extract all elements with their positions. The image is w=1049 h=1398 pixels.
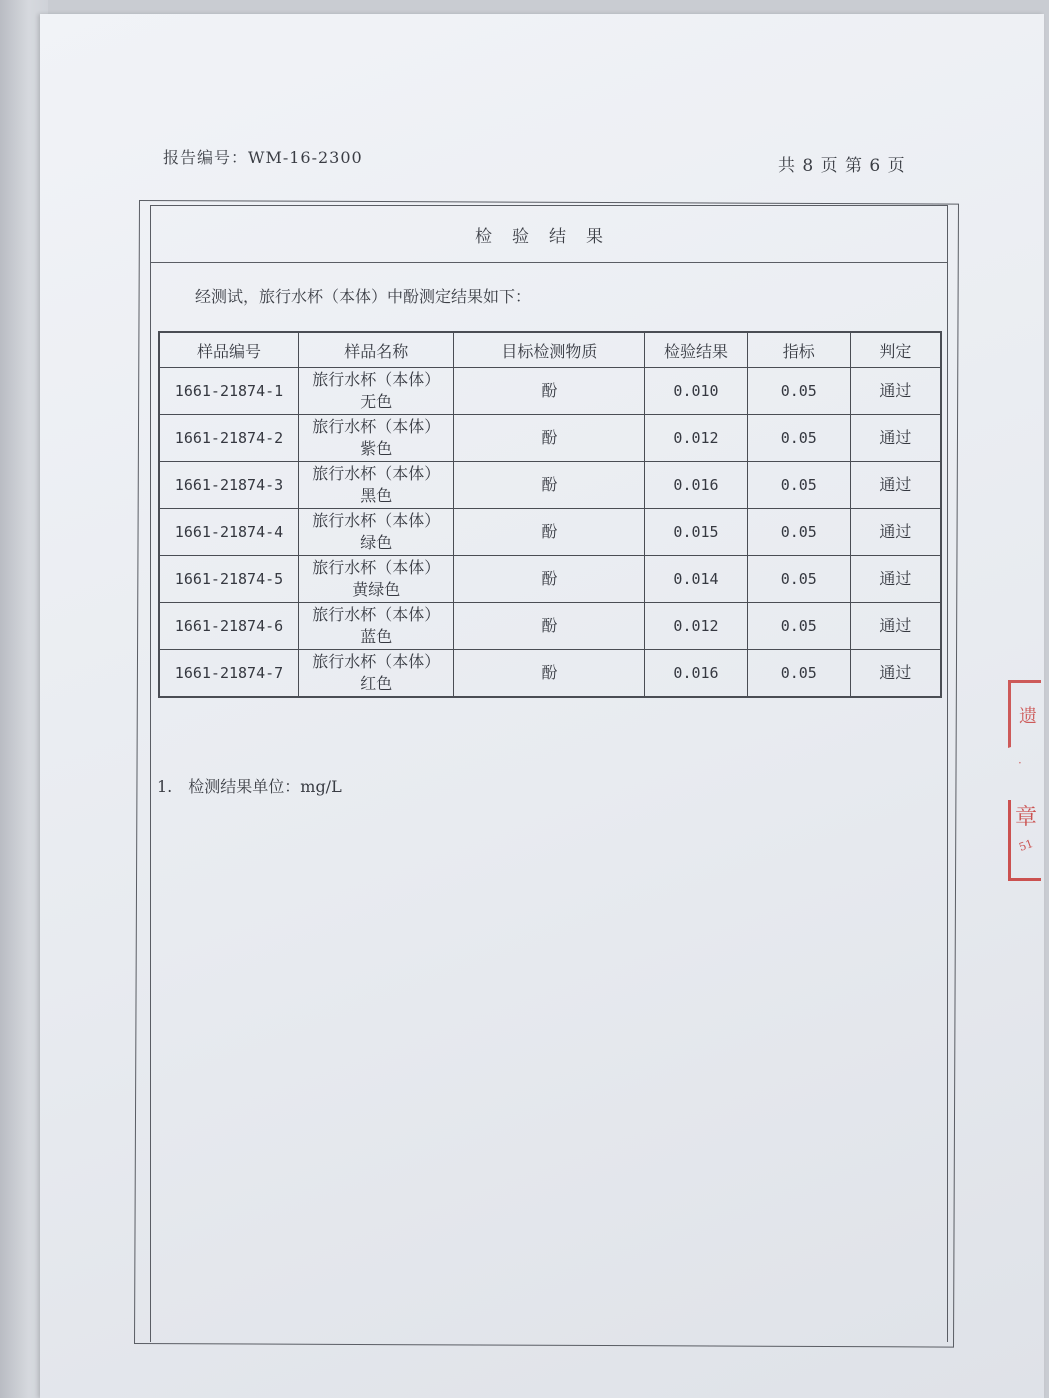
seal-stamp-bottom <box>1008 800 1041 881</box>
table-row <box>159 556 941 603</box>
verdict: 通过 <box>850 368 941 415</box>
seal-stamp-dot: · <box>1018 756 1022 770</box>
verdict: 通过 <box>850 556 941 603</box>
sample-id: 1661-21874-5 <box>159 556 298 603</box>
sample-name-line1: 旅行水杯（本体） <box>312 511 441 530</box>
table-row <box>159 509 941 556</box>
section-title: 检验结果 <box>150 205 948 263</box>
verdict: 通过 <box>850 650 941 698</box>
col-header-result: 检验结果 <box>645 332 747 368</box>
page-info: 共 8 页 第 6 页 <box>778 156 906 176</box>
sample-name <box>298 415 454 462</box>
target-substance: 酚 <box>454 556 645 603</box>
test-result: 0.012 <box>645 603 747 650</box>
sample-name-color: 黑色 <box>360 486 393 505</box>
sample-name-line1: 旅行水杯（本体） <box>312 605 441 624</box>
table-row <box>159 650 941 698</box>
verdict: 通过 <box>850 415 941 462</box>
sample-name <box>298 368 454 415</box>
footnote-index: 1. <box>157 777 173 796</box>
sample-name-color: 黄绿色 <box>352 580 401 599</box>
sample-name-line1: 旅行水杯（本体） <box>312 464 441 483</box>
col-header-sample-id: 样品编号 <box>159 332 298 368</box>
sample-name-line1: 旅行水杯（本体） <box>312 652 441 671</box>
col-header-sample-name: 样品名称 <box>298 332 454 368</box>
test-result: 0.010 <box>645 368 747 415</box>
test-result: 0.014 <box>645 556 747 603</box>
sample-name-color: 绿色 <box>360 533 393 552</box>
limit-value: 0.05 <box>747 415 850 462</box>
seal-stamp-number: 51 <box>1017 836 1035 855</box>
table-row <box>159 462 941 509</box>
sample-name-color: 红色 <box>360 674 393 693</box>
sample-name-color: 蓝色 <box>360 627 393 646</box>
seal-stamp-top <box>1008 680 1041 748</box>
target-substance: 酚 <box>454 368 645 415</box>
sample-name-line1: 旅行水杯（本体） <box>312 558 441 577</box>
sample-name <box>298 556 454 603</box>
footnote-text: 检测结果单位：mg/L <box>188 777 342 796</box>
col-header-verdict: 判定 <box>850 332 941 368</box>
sample-name <box>298 462 454 509</box>
report-number: 报告编号：WM-16-2300 <box>163 148 363 167</box>
sample-id: 1661-21874-7 <box>159 650 298 698</box>
sample-id: 1661-21874-1 <box>159 368 298 415</box>
limit-value: 0.05 <box>747 462 850 509</box>
sample-id: 1661-21874-4 <box>159 509 298 556</box>
sample-name <box>298 603 454 650</box>
verdict: 通过 <box>850 603 941 650</box>
verdict: 通过 <box>850 509 941 556</box>
target-substance: 酚 <box>454 509 645 556</box>
sample-name-color: 紫色 <box>360 439 393 458</box>
table-row <box>159 415 941 462</box>
target-substance: 酚 <box>454 462 645 509</box>
seal-stamp-top-text: 遗 <box>1016 706 1037 724</box>
seal-stamp-bottom-text: 章 <box>1014 805 1037 830</box>
results-table <box>158 331 942 698</box>
sample-id: 1661-21874-3 <box>159 462 298 509</box>
table-row <box>159 603 941 650</box>
test-result: 0.016 <box>645 462 747 509</box>
target-substance: 酚 <box>454 603 645 650</box>
target-substance: 酚 <box>454 415 645 462</box>
sample-name-line1: 旅行水杯（本体） <box>312 417 441 436</box>
sample-id: 1661-21874-2 <box>159 415 298 462</box>
sample-name-color: 无色 <box>360 392 393 411</box>
table-header-row <box>159 332 941 368</box>
sample-name-line1: 旅行水杯（本体） <box>312 370 441 389</box>
verdict: 通过 <box>850 462 941 509</box>
limit-value: 0.05 <box>747 556 850 603</box>
target-substance: 酚 <box>454 650 645 698</box>
test-result: 0.012 <box>645 415 747 462</box>
limit-value: 0.05 <box>747 509 850 556</box>
sample-name <box>298 650 454 698</box>
sample-id: 1661-21874-6 <box>159 603 298 650</box>
test-result: 0.015 <box>645 509 747 556</box>
limit-value: 0.05 <box>747 603 850 650</box>
test-result: 0.016 <box>645 650 747 698</box>
footnote <box>157 774 342 797</box>
col-header-target-substance: 目标检测物质 <box>454 332 645 368</box>
limit-value: 0.05 <box>747 650 850 698</box>
limit-value: 0.05 <box>747 368 850 415</box>
intro-text: 经测试，旅行水杯（本体）中酚测定结果如下： <box>195 287 532 306</box>
sample-name <box>298 509 454 556</box>
col-header-limit: 指标 <box>747 332 850 368</box>
table-row <box>159 368 941 415</box>
